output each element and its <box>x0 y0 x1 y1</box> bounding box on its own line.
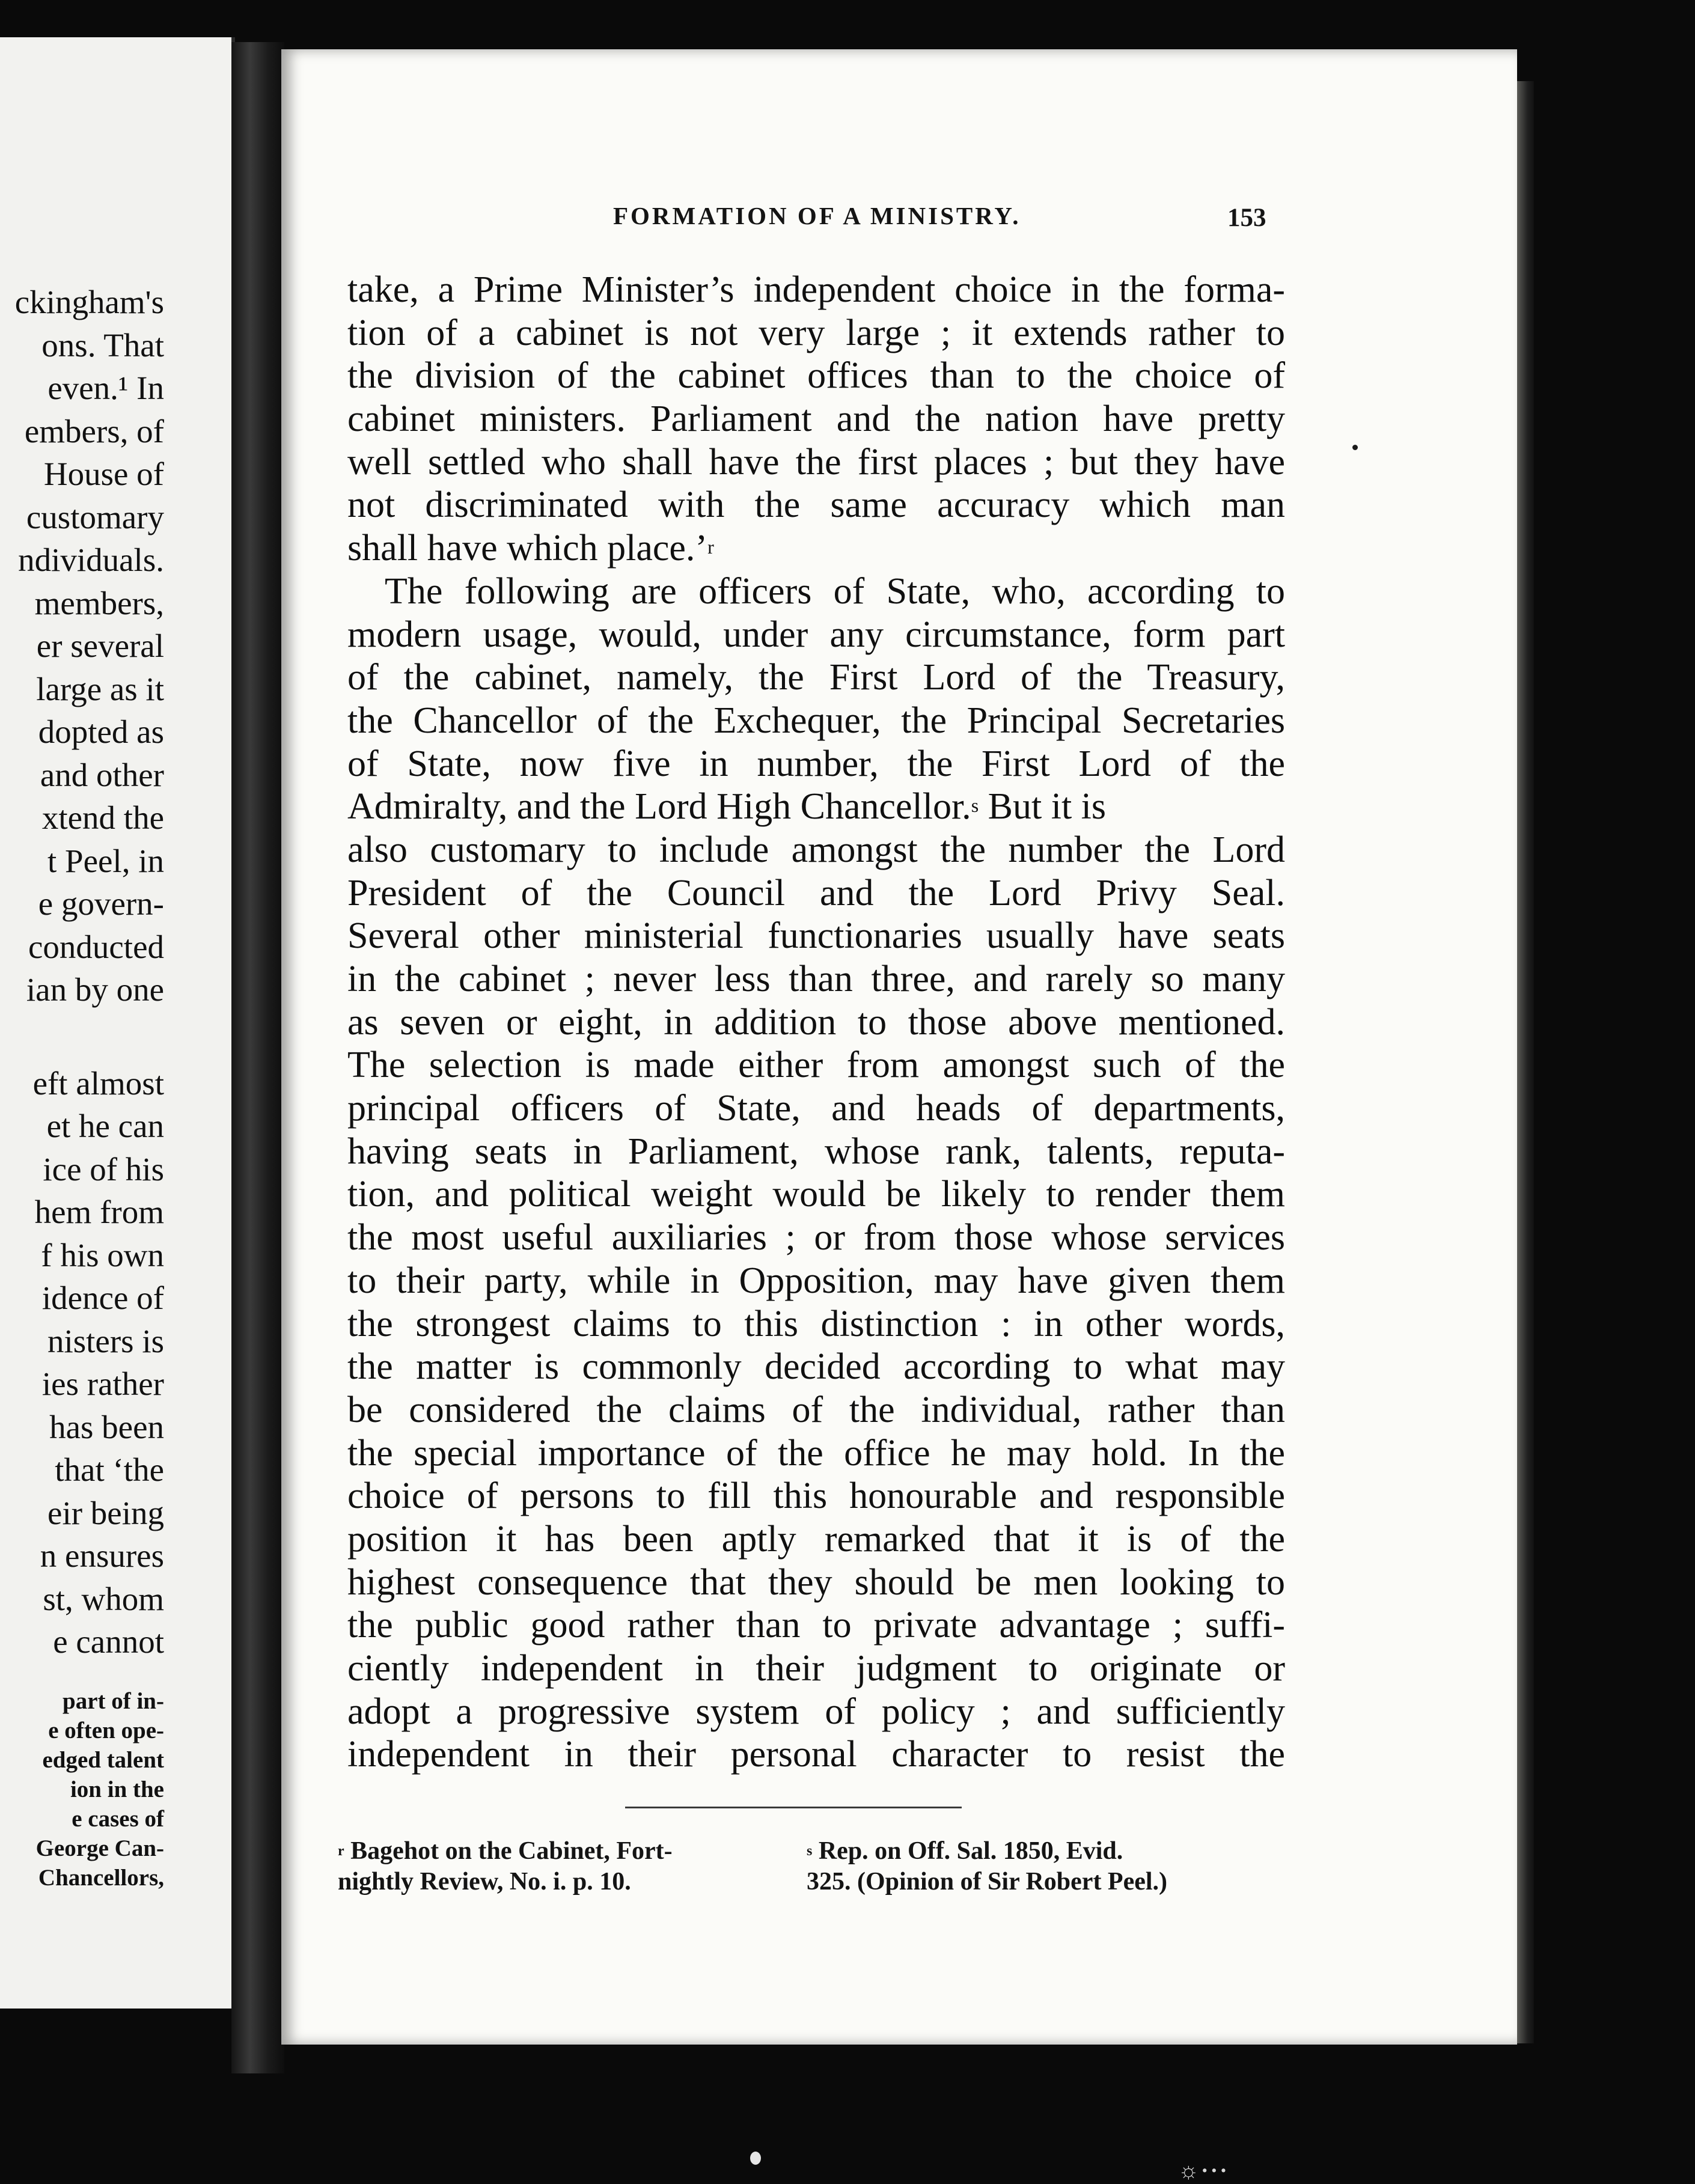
text-line: the public good rather than to private advantage ; suffi- <box>347 1605 1285 1646</box>
text-line: be considered the claims of the individual, rather than <box>347 1389 1285 1430</box>
left-line: ian by one <box>26 971 164 1008</box>
text-line: choice of persons to fill this honourable and responsible <box>347 1475 1285 1517</box>
left-footnote-line: George Can- <box>35 1835 164 1861</box>
text-line: to their party, while in Opposition, may have given them <box>347 1260 1285 1301</box>
left-footnote-line: Chancellors, <box>38 1864 164 1891</box>
left-line: xtend the <box>41 799 164 836</box>
text-line: as seven or eight, in addition to those above mentioned. <box>347 1001 1285 1043</box>
text-line: of State, now five in number, the First Lord of the <box>347 743 1285 784</box>
text-line: Admiralty, and the Lord High Chancellor. <box>347 786 971 828</box>
left-footnote-line: ion in the <box>70 1776 164 1802</box>
text-line: shall have which place.’ <box>347 528 708 569</box>
left-line: hem from <box>34 1194 164 1230</box>
text-line: President of the Council and the Lord Privy Seal. <box>347 872 1285 914</box>
text-line: Several other ministerial functionaries usually have seats <box>347 915 1285 957</box>
left-line: eft almost <box>32 1064 164 1102</box>
left-line: e govern- <box>38 885 164 922</box>
left-page-text <box>0 281 164 1893</box>
text-line: take, a Prime Minister’s independent choice in the forma- <box>347 269 1285 310</box>
left-line: et he can <box>46 1108 164 1144</box>
footnote-mark: s <box>971 795 979 817</box>
footnote-mark: r <box>707 536 714 558</box>
scan-edge-mark: ☼··· <box>1178 2158 1229 2183</box>
text-line: adopt a progressive system of policy ; and sufficiently <box>347 1691 1285 1732</box>
text-line: tion of a cabinet is not very large ; it extends rather to <box>347 312 1285 353</box>
text-line: cabinet ministers. Parliament and the nation have pretty <box>347 398 1285 440</box>
text-line: independent in their personal character to resist the <box>347 1734 1285 1775</box>
footnote-text: Rep. on Off. Sal. 1850, Evid. <box>812 1837 1123 1865</box>
text-line: also customary to include amongst the number the Lord <box>347 829 1285 870</box>
running-head: FORMATION OF A MINISTRY. <box>613 202 1021 230</box>
text-line-with-note <box>347 785 1285 829</box>
left-page-fragment <box>0 37 235 2009</box>
left-line: and other <box>40 756 164 793</box>
left-line: idence of <box>41 1280 164 1316</box>
text-line: well settled who shall have the first places ; but they have <box>347 441 1285 483</box>
left-footnote-line: part of in- <box>63 1688 164 1714</box>
footnote-rule <box>625 1807 962 1808</box>
text-line: the special importance of the office he may hold. In the <box>347 1432 1285 1474</box>
text-line: the matter is commonly decided according to what may <box>347 1346 1285 1388</box>
text-line: highest consequence that they should be men looking to <box>347 1561 1285 1603</box>
left-line: conducted <box>28 928 164 965</box>
text-line: not discriminated with the same accuracy which man <box>347 484 1285 526</box>
left-line: has been <box>49 1408 164 1445</box>
left-line: er several <box>36 627 164 664</box>
footnote-r <box>338 1836 673 1897</box>
left-line: embers, of <box>24 412 164 450</box>
left-line: f his own <box>41 1236 164 1273</box>
text-line: the division of the cabinet offices than to the choice of <box>347 355 1285 397</box>
page-number: 153 <box>1227 204 1266 232</box>
left-line: ice of his <box>43 1150 164 1188</box>
text-line: the Chancellor of the Exchequer, the Principal Secretaries <box>347 700 1285 741</box>
left-line: st, whom <box>43 1580 164 1617</box>
text-line: the strongest claims to this distinction : in other words, <box>347 1303 1285 1344</box>
left-line: members, <box>34 584 164 621</box>
footnote-s <box>807 1836 1167 1897</box>
left-line: large as it <box>36 670 164 707</box>
left-footnote-line: e cases of <box>72 1805 164 1832</box>
left-line: customary <box>26 498 164 535</box>
text-line: But it is <box>979 786 1107 828</box>
text-line: having seats in Parliament, whose rank, talents, reputa- <box>347 1130 1285 1172</box>
text-line-with-note <box>347 527 1285 570</box>
ink-speck <box>750 2152 761 2165</box>
left-line: ndividuals. <box>18 541 164 578</box>
left-line: dopted as <box>38 713 164 750</box>
ink-speck <box>1352 445 1358 450</box>
left-line: nisters is <box>47 1322 164 1359</box>
left-line: ies rather <box>41 1365 164 1402</box>
left-footnote-line: edged talent <box>42 1746 164 1773</box>
left-line: t Peel, in <box>47 842 164 879</box>
text-line: ciently independent in their judgment to originate or <box>347 1648 1285 1689</box>
body-text <box>347 269 1285 1777</box>
left-line: e cannot <box>53 1623 164 1660</box>
footnote-text: 325. (Opinion of Sir Robert Peel.) <box>807 1868 1168 1896</box>
text-line: of the cabinet, namely, the First Lord of the Treasury, <box>347 657 1285 698</box>
text-line: modern usage, would, under any circumstance, form part <box>347 614 1285 655</box>
text-line: position it has been aptly remarked that it is of the <box>347 1518 1285 1560</box>
left-line: ons. That <box>41 326 164 364</box>
footnote-mark: s <box>807 1843 813 1859</box>
left-line: that ‘the <box>55 1451 164 1488</box>
footnote-text: nightly Review, No. i. p. 10. <box>338 1868 631 1896</box>
text-line: tion, and political weight would be likely to render them <box>347 1174 1285 1215</box>
text-line: The selection is made either from amongst such of the <box>347 1045 1285 1086</box>
footnote-mark: r <box>338 1843 344 1859</box>
left-line: House of <box>43 456 164 492</box>
text-line: the most useful auxiliaries ; or from those whose services <box>347 1217 1285 1258</box>
left-footnote-line: e often ope- <box>48 1717 164 1743</box>
left-footnotes <box>0 1686 164 1893</box>
left-line: eir being <box>47 1494 164 1531</box>
left-line: even.¹ In <box>47 370 164 406</box>
book-gutter-shadow <box>231 42 284 2073</box>
footnote-text: Bagehot on the Cabinet, Fort- <box>344 1837 673 1865</box>
text-line: in the cabinet ; never less than three, and rarely so many <box>347 959 1285 999</box>
left-line: ckingham's <box>14 284 164 320</box>
page-edge <box>1517 81 1534 2043</box>
text-line: principal officers of State, and heads of departments, <box>347 1088 1285 1129</box>
paragraph-first-line: The following are officers of State, who, according to <box>385 570 1285 612</box>
left-line: n ensures <box>40 1537 164 1574</box>
